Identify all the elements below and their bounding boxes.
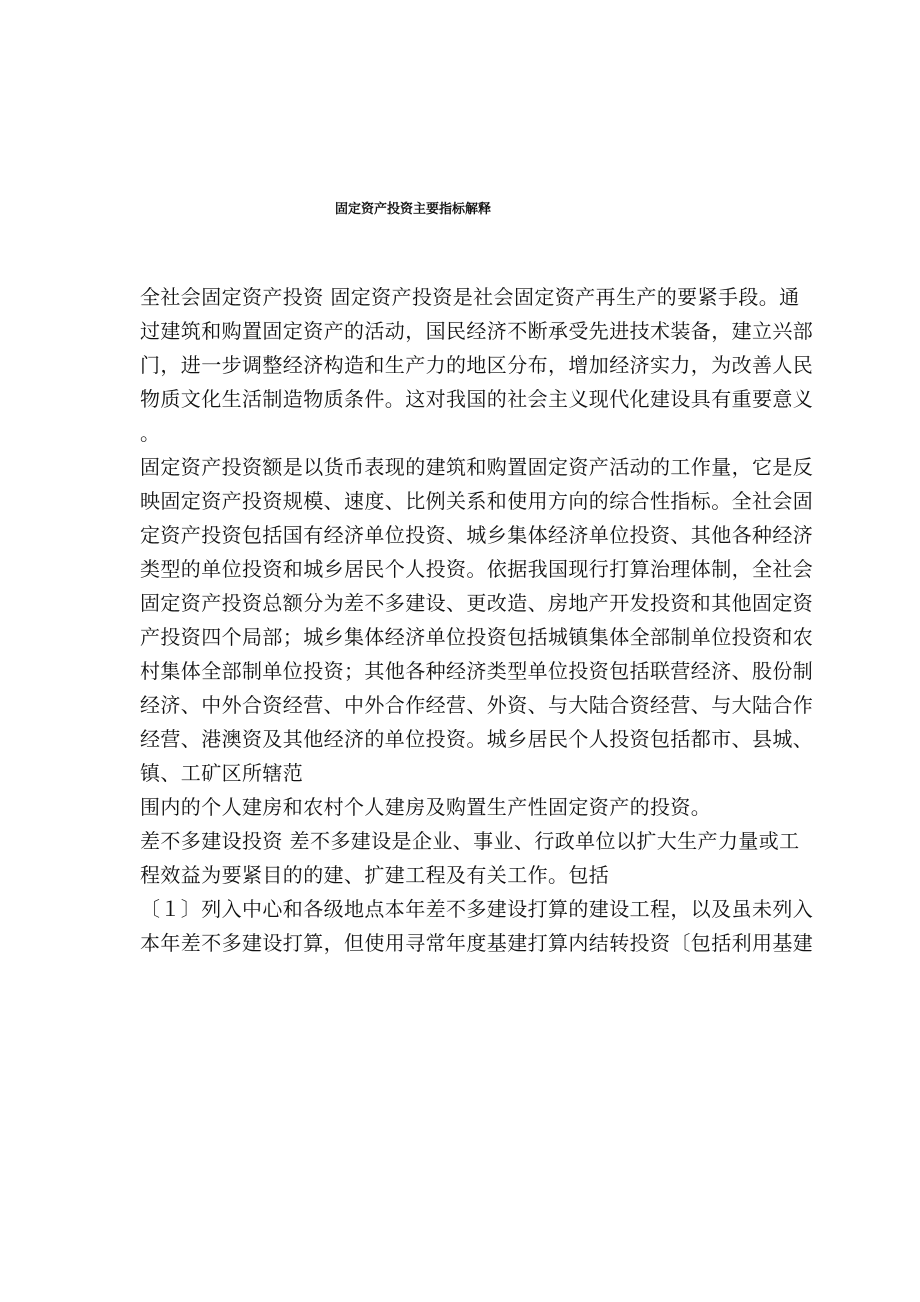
paragraph-line: 产投资四个局部；城乡集体经济单位投资包括城镇集体全部制单位投资和农 — [140, 625, 814, 649]
paragraph-line: 村集体全部制单位投资；其他各种经济类型单位投资包括联营经济、股份制 — [140, 659, 814, 683]
paragraph-line: 固定资产投资额是以货币表现的建筑和购置固定资产活动的工作量，它是反 — [140, 455, 814, 479]
paragraph-line: 〔１〕列入中心和各级地点本年差不多建设打算的建设工程，以及虽未列入 — [140, 897, 814, 921]
paragraph-line: 类型的单位投资和城乡居民个人投资。依据我国现行打算治理体制，全社会 — [140, 557, 814, 581]
paragraph-line: 经济、中外合资经营、中外合作经营、外资、与大陆合资经营、与大陆合作 — [140, 693, 814, 717]
paragraph-line: 围内的个人建房和农村个人建房及购置生产性固定资产的投资。 — [140, 795, 712, 819]
section-fixed-asset-investment — [140, 280, 860, 824]
paragraph-line: 固定资产投资总额分为差不多建设、更改造、房地产开发投资和其他固定资 — [140, 591, 814, 615]
paragraph-line: 映固定资产投资规模、速度、比例关系和使用方向的综合性指标。全社会固 — [140, 489, 814, 513]
paragraph-line: 定资产投资包括国有经济单位投资、城乡集体经济单位投资、其他各种经济 — [140, 523, 814, 547]
paragraph-line: 全社会固定资产投资 固定资产投资是社会固定资产再生产的要紧手段。通 — [140, 285, 800, 309]
paragraph-line: 镇、工矿区所辖范 — [140, 761, 304, 785]
paragraph-line: 门，进一步调整经济构造和生产力的地区分布，增加经济实力，为改善人民 — [140, 353, 814, 377]
paragraph-line: 过建筑和购置固定资产的活动，国民经济不断承受先进技术装备，建立兴部 — [140, 319, 814, 343]
paragraph-line: 。 — [140, 421, 161, 445]
paragraph-line: 经营、港澳资及其他经济的单位投资。城乡居民个人投资包括都市、县城、 — [140, 727, 814, 751]
paragraph-line: 程效益为要紧目的的建、扩建工程及有关工作。包括 — [140, 863, 610, 887]
paragraph-line: 差不多建设投资 差不多建设是企业、事业、行政单位以扩大生产力量或工 — [140, 829, 800, 853]
document-title: 固定资产投资主要指标解释 — [334, 202, 491, 217]
section-basic-construction-investment — [140, 824, 860, 960]
paragraph-line: 本年差不多建设打算，但使用寻常年度基建打算内结转投资〔包括利用基建 — [140, 931, 814, 955]
paragraph-line: 物质文化生活制造物质条件。这对我国的社会主义现代化建设具有重要意义 — [140, 387, 814, 411]
